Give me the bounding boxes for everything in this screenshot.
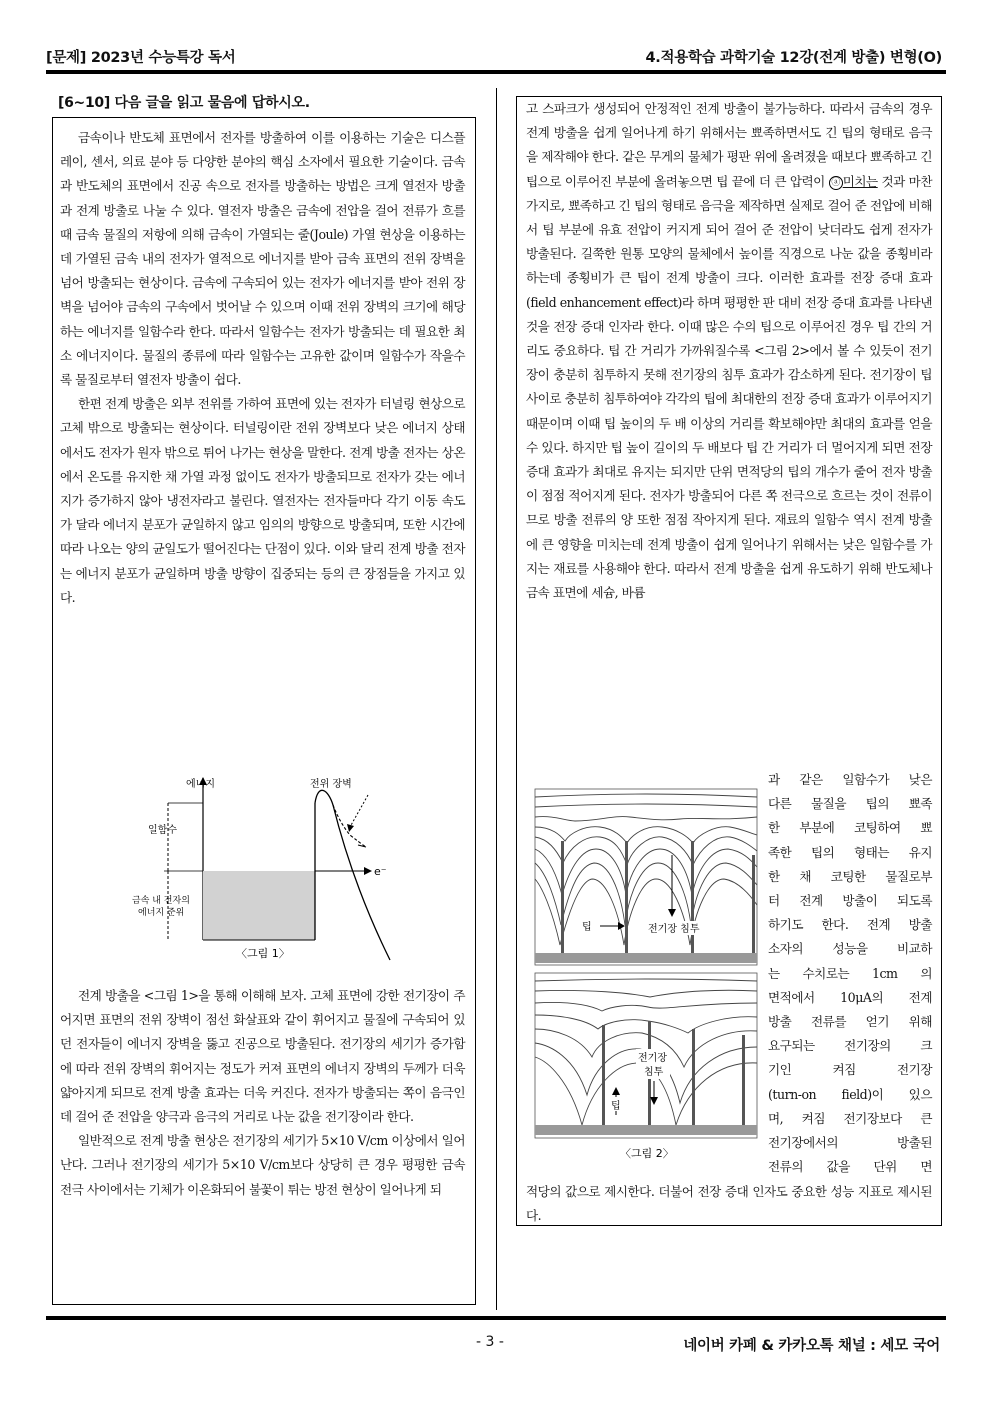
- figure-2-field-lines: [530, 785, 760, 1175]
- marker-a: ⓐ: [829, 176, 843, 190]
- wrap-line: 는 수치로는 1cm 의: [768, 965, 932, 981]
- paragraph-2: 한편 전계 방출은 외부 전위를 가하여 표면에 있는 전자가 터널링 현상으로 고체 밖으로 방출되는 현상이다. 터널링이란 전위 장벽보다 낮은 에너지 상태에서도 전자가 원자 밖으로 튀어 나가는 현상을 말한다. 전계 방출 전자는 상온에서 온도를 유지한 채 가열 과정 없이도 전자가 방출되므로 전자가 갖는 에너지가 증가하지 않아 냉전자라고 불린다. 열전자는 전자들마다 각기 이동 속도가 달라 에너지 분포가 균일하지 않고 임의의 방향으로 방출되며, 또한 시간에 따라 나오는 양의 균일도가 떨어진다는 단점이 있다. 이와 달리 전계 방출 전자는 에너지 분포가 균일하며 방출 방향이 집중되는 등의 큰 장점들을 가지고 있다.: [60, 396, 465, 605]
- work-function-label: 일함수: [148, 825, 177, 836]
- page-number: - 3 -: [476, 1334, 504, 1350]
- barrier-label: 전위 장벽: [310, 779, 352, 790]
- header-lesson: 4.적용학습 과학기술 12강(전계 방출) 변형(O): [645, 50, 942, 66]
- right-text-wrap: [768, 768, 932, 1179]
- barrier-top-curve: [315, 790, 333, 805]
- penetration-label-bottom-2: 침투: [644, 1067, 664, 1078]
- tip-label-bottom: 팁: [611, 1101, 621, 1112]
- wrap-line: 터 전계 방출이 되도록: [768, 893, 932, 909]
- figure-1-energy-diagram: [128, 775, 408, 970]
- fermi-label-2: 에너지 준위: [138, 908, 185, 918]
- figure-1-caption: 〈그림 1〉: [236, 947, 290, 960]
- question-heading: [6~10] 다음 글을 읽고 물음에 답하시오.: [58, 95, 310, 111]
- penetration-label-bottom-1: 전기장: [638, 1053, 667, 1064]
- wrap-line: 기인 켜짐 전기장: [768, 1062, 932, 1078]
- wrap-line: 전기장에서의 방출된: [768, 1135, 932, 1151]
- right-text-end: [526, 1180, 932, 1228]
- wrap-line: 소자의 성능을 비교하: [768, 941, 932, 957]
- column-divider: [496, 88, 497, 1310]
- wrap-line: 면적에서 10μA의 전계: [768, 989, 932, 1005]
- wrap-line: 요구되는 전기장의 크: [768, 1038, 932, 1054]
- paragraph-5: [526, 97, 932, 605]
- fermi-label-1: 금속 내 전자의: [132, 896, 190, 906]
- barrier-pointer-dashed: [350, 795, 368, 827]
- header-subject: [문제] 2023년 수능특강 독서: [46, 50, 236, 66]
- tip-label-top: 팁: [582, 922, 592, 933]
- wrap-line: 전류의 값을 단위 면: [768, 1159, 932, 1175]
- wrap-line: 하기도 한다. 전계 방출: [768, 917, 932, 933]
- penetration-label-top: 전기장 침투: [648, 924, 700, 935]
- footer-rule: [46, 1316, 946, 1320]
- field-panel-close-tips: [535, 789, 757, 965]
- wrap-line: 한 채 코팅한 물질로부: [768, 868, 932, 884]
- wrap-line: 과 같은 일함수가 낮은: [768, 772, 932, 787]
- wrap-line: 방출 전류를 얻기 위해: [768, 1014, 932, 1030]
- footer-channel: 네이버 카페 & 카카오톡 채널 : 세모 국어: [683, 1338, 940, 1354]
- bent-barrier-line: [333, 805, 390, 960]
- left-text-bottom: [60, 984, 465, 1202]
- wrap-line: 한 부분에 코팅하여 뾰: [768, 820, 932, 836]
- paragraph-4: 일반적으로 전계 방출 현상은 전기장의 세기가 5×10 V/cm 이상에서 일어난다. 그러나 전기장의 세기가 5×10 V/cm보다 상당히 큰 경우 평평한 금속 전극 사이에서는 기체가 이온화되어 불꽃이 튀는 방전 현상이 일어나게 되: [60, 1133, 465, 1197]
- paragraph-5-part-a: 고 스파크가 생성되어 안정적인 전계 방출이 불가능하다. 따라서 금속의 경우 전계 방출을 쉽게 일어나게 하기 위해서는 뾰족하면서도 긴 팁의 형태로 음극을 제작해야 한다. 같은 무게의 물체가 평판 위에 올려졌을 때보다 뾰족하고 긴 팁으로 이루어진 부분에 올려놓으면 팁 끝에 더 큰 압력이: [526, 101, 932, 189]
- paragraph-5-part-b: 것과 마찬가지로, 뾰족하고 긴 팁의 형태로 음극을 제작하면 실제로 걸어 준 전압에 비해서 팁 부분에 유효 전압이 커지게 되어 걸어 준 전압이 낮더라도 쉽게 전자가 방출된다. 길쭉한 원통 모양의 물체에서 높이를 직경으로 나눈 값을 종횡비라 하는데 종횡비가 큰 팁이 전계 방출이 크다. 이러한 효과를 전장 증대 효과(field enhancement effect)라 하며 평평한 판 대비 전장 증대 효과를 나타낸 것을 전장 증대 인자라 한다. 이때 많은 수의 팁으로 이루어진 경우 팁 간의 거리도 중요하다. 팁 간 거리가 가까워질수록 <그림 2>에서 볼 수 있듯이 전기장이 충분히 침투하지 못해 전기장의 침투 효과가 감소하게 된다. 전기장이 팁 사이로 충분히 침투하여야 각각의 팁에 최대한의 전장 증대 효과가 이루어지기 때문이며 이때 팁 높이의 두 배 이상의 거리를 확보해야만 최대의 효과를 얻을 수 있다. 하지만 팁 높이 길이의 두 배보다 팁 간 거리가 더 멀어지게 되면 전장 증대 효과가 최대로 유지는 되지만 단위 면적당의 팁의 개수가 줄어 전자 방출이 점점 적어지게 된다. 전자가 방출되어 다른 쪽 전극으로 흐르는 것이 전류이므로 방출 전류의 양 또한 점점 작아지게 된다. 재료의 일함수 역시 전계 방출에 큰 영향을 미치는데 전계 방출이 쉽게 일어나기 위해서는 낮은 일함수를 가지는 재료를 사용해야 한다. 따라서 전계 방출을 쉽게 유도하기 위해 반도체나 금속 표면에 세슘, 바륨: [526, 173, 932, 601]
- electron-label: e⁻: [374, 865, 387, 878]
- wrap-line: 족한 팁의 형태는 유지: [768, 844, 932, 860]
- figure-2-caption: 〈그림 2〉: [620, 1147, 674, 1160]
- paragraph-5-end: 적당의 값으로 제시한다. 더불어 전장 증대 인자도 중요한 성능 지표로 제시된다.: [526, 1184, 932, 1224]
- wrap-line: (turn-on field)이 있으: [768, 1086, 932, 1102]
- energy-label: 에너지: [186, 779, 215, 790]
- paragraph-3: 전계 방출을 <그림 1>을 통해 이해해 보자. 고체 표면에 강한 전기장이 주어지면 표면의 전위 장벽이 점선 화살표와 같이 휘어지고 물질에 구속되어 있던 전자들이 에너지 장벽을 뚫고 진공으로 방출된다. 전기장의 세기가 증가함에 따라 전위 장벽의 휘어지는 정도가 커져 표면의 에너지 장벽의 두께가 더욱 얇아지게 되므로 전계 방출 효과는 더욱 커진다. 전자가 방출되는 쪽이 음극인데 걸어 준 전압을 양극과 음극의 거리로 나눈 값을 전기장이라 한다.: [60, 988, 465, 1125]
- wrap-line: 며, 켜짐 전기장보다 큰: [768, 1110, 932, 1126]
- metal-electron-fill: [203, 871, 315, 940]
- emission-arrow-head: [364, 867, 372, 875]
- underlined-word: 미치는: [842, 173, 878, 189]
- left-text-top: [60, 126, 465, 610]
- header-rule: [46, 70, 946, 74]
- right-text-top: [526, 97, 932, 605]
- wrap-line: 다른 물질을 팁의 뾰족: [768, 796, 932, 812]
- paragraph-1: 금속이나 반도체 표면에서 전자를 방출하여 이를 이용하는 기술은 디스플레이, 센서, 의료 분야 등 다양한 분야의 핵심 소자에서 필요한 기술이다. 금속과 반도체의 표면에서 진공 속으로 전자를 방출하는 방법은 크게 열전자 방출과 전계 방출로 나눌 수 있다. 열전자 방출은 금속에 전압을 걸어 전류가 흐를 때 금속 물질의 저항에 의해 금속이 가열되는 줄(Joule) 가열 현상을 이용하는데 가열된 금속 내의 전자가 열적으로 에너지를 받아 금속 표면의 전위 장벽을 넘어 방출되는 현상이다. 금속에 구속되어 있는 전자가 에너지를 받아 전위 장벽을 넘어야 금속의 구속에서 벗어날 수 있으며 이때 전위 장벽의 크기에 해당하는 에너지를 일함수라 한다. 따라서 일함수는 전자가 방출되는 데 필요한 최소 에너지이다. 물질의 종류에 따라 일함수는 고유한 값이며 일함수가 작을수록 물질로부터 열전자 방출이 쉽다.: [60, 130, 465, 388]
- barrier-pointer-head: [347, 824, 354, 832]
